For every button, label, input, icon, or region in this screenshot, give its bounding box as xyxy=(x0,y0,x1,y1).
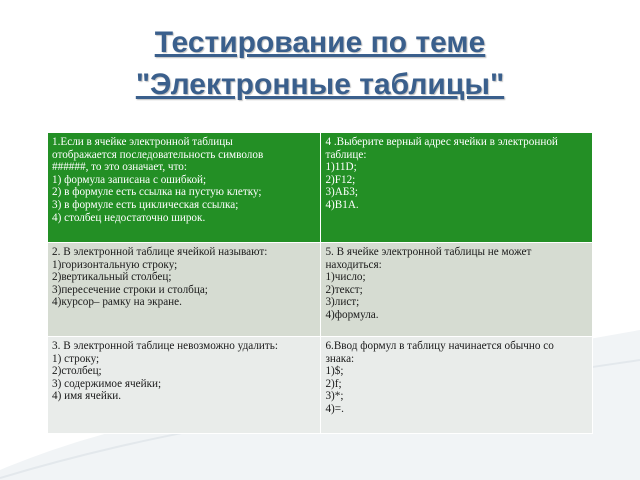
question-4-line: таблице: xyxy=(325,148,367,161)
question-1-line: ######, то это означает, что: xyxy=(52,161,188,174)
slide-title xyxy=(60,22,580,106)
question-4-option: 3)АБ3; xyxy=(325,186,358,199)
question-3-option: 4) имя ячейки. xyxy=(52,390,122,403)
question-6-option: 3)*; xyxy=(325,390,344,403)
question-4-cell xyxy=(321,133,593,243)
question-1-option: 2) в формуле есть ссылка на пустую клетку; xyxy=(52,186,262,199)
question-2-option: 1)горизонтальную строку; xyxy=(52,258,178,271)
quiz-table xyxy=(47,132,593,434)
question-3-cell xyxy=(48,337,321,434)
question-3-option: 2)столбец; xyxy=(52,365,102,378)
question-6-line: 6.Ввод формул в таблицу начинается обычно со xyxy=(325,340,554,352)
question-5-option: 2)текст; xyxy=(325,283,363,296)
question-1-option: 4) столбец недостаточно широк. xyxy=(52,211,206,224)
question-5-option: 1)число; xyxy=(325,271,366,284)
question-5-cell xyxy=(321,243,593,337)
question-2-option: 3)пересечение строки и столбца; xyxy=(52,283,208,296)
question-1-line: отображается последовательность символов xyxy=(52,148,264,161)
question-4-line: 4 .Выберите верный адрес ячейки в электронной xyxy=(325,136,558,148)
question-6-option: 2)f; xyxy=(325,377,342,390)
question-3-option: 3) содержимое ячейки; xyxy=(52,377,162,390)
question-4-option: 4)В1А. xyxy=(325,198,359,211)
slide-title-line1: Тестирование по теме xyxy=(154,26,486,59)
question-2-option: 4)курсор– рамку на экране. xyxy=(52,296,182,309)
question-3-line: 3. В электронной таблице невозможно удалить: xyxy=(52,340,278,352)
question-5-option: 4)формула. xyxy=(325,308,379,321)
question-5-line: 5. В ячейке электронной таблицы не может xyxy=(325,246,532,258)
question-5-line: находиться: xyxy=(325,258,382,271)
table-row xyxy=(48,243,593,337)
question-5-option: 3)лист; xyxy=(325,296,360,309)
question-1-cell xyxy=(48,133,321,243)
question-1-option: 3) в формуле есть циклическая ссылка; xyxy=(52,198,239,211)
question-6-line: знака: xyxy=(325,352,355,365)
question-6-cell xyxy=(321,337,593,434)
question-6-option: 1)$; xyxy=(325,365,344,378)
table-row xyxy=(48,337,593,434)
question-3-option: 1) строку; xyxy=(52,352,100,365)
question-6-option: 4)=. xyxy=(325,402,344,415)
question-2-line: 2. В электронной таблице ячейкой называют: xyxy=(52,246,268,258)
slide-title-line2: "Электронные таблицы" xyxy=(135,68,505,101)
question-4-option: 1)11D; xyxy=(325,161,357,174)
table-row xyxy=(48,133,593,243)
question-1-option: 1) формула записана с ошибкой; xyxy=(52,173,207,186)
question-4-option: 2)F12; xyxy=(325,173,356,186)
question-1-line: 1.Если в ячейке электронной таблицы xyxy=(52,136,233,148)
question-2-cell xyxy=(48,243,321,337)
question-2-option: 2)вертикальный столбец; xyxy=(52,271,172,284)
